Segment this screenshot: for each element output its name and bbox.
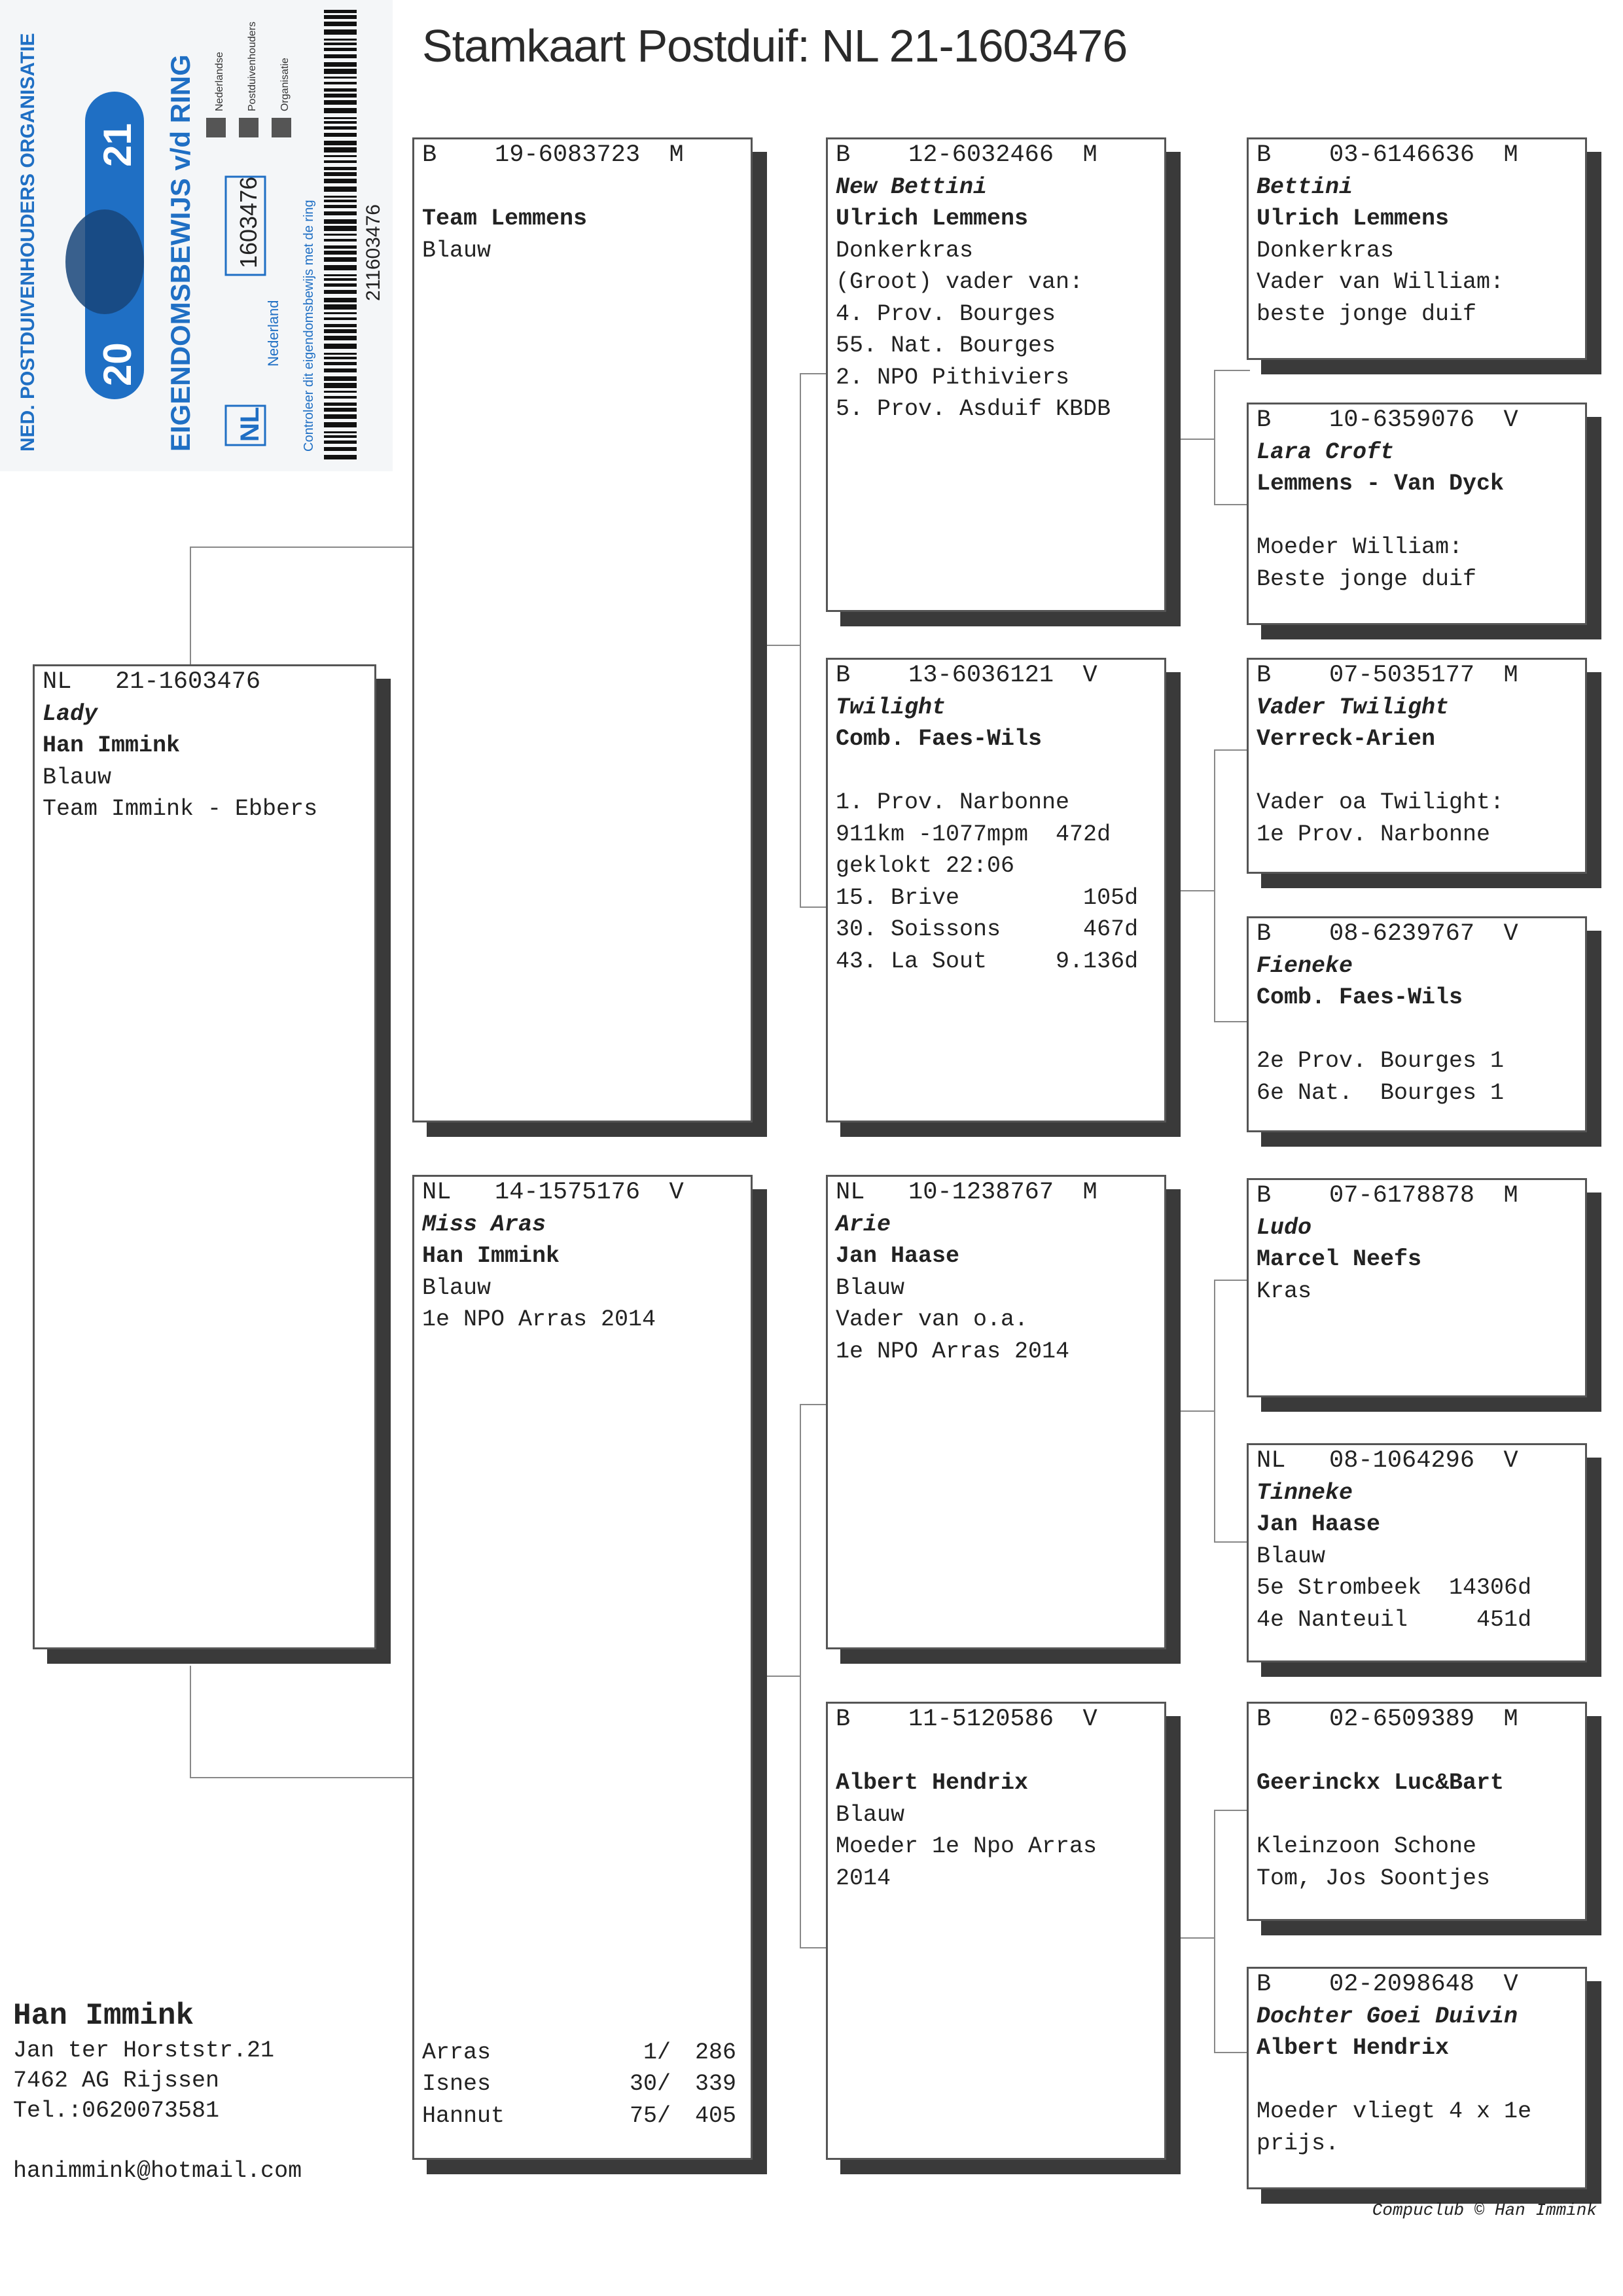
ring-number-line: NL 08-1064296 V bbox=[1257, 1447, 1518, 1475]
info-line: 1e NPO Arras 2014 bbox=[422, 1306, 656, 1333]
info-line: 1e NPO Arras 2014 bbox=[836, 1338, 1070, 1365]
info-line: 5e Strombeek 14306d bbox=[1257, 1575, 1532, 1601]
pigeon-name: Twilight bbox=[836, 694, 946, 721]
pigeon-name: Miss Aras bbox=[422, 1211, 546, 1238]
connector-line bbox=[800, 373, 827, 374]
pigeon-name: Lara Croft bbox=[1257, 439, 1395, 465]
info-line: Donkerkras bbox=[836, 237, 974, 264]
info-line: Team Immink - Ebbers bbox=[43, 796, 318, 822]
ring-number-line: B 02-6509389 M bbox=[1257, 1706, 1518, 1733]
race-name: Hannut bbox=[422, 2102, 505, 2129]
race-total: 405 bbox=[694, 2102, 736, 2129]
pigeon-card-grandparent bbox=[826, 1175, 1166, 1649]
pigeon-card-grandparent bbox=[826, 1702, 1166, 2160]
connector-line bbox=[190, 1666, 191, 1777]
connector-line bbox=[1214, 504, 1250, 505]
ring-number-line: B 19-6083723 M bbox=[422, 141, 684, 169]
info-line: Blauw bbox=[836, 1801, 905, 1828]
info-line: prijs. bbox=[1257, 2130, 1340, 2157]
info-line: (Groot) vader van: bbox=[836, 269, 1084, 295]
info-line: 55. Nat. Bourges bbox=[836, 332, 1056, 359]
connector-line bbox=[1178, 439, 1215, 440]
info-line: Vader oa Twilight: bbox=[1257, 789, 1505, 816]
ring-number-line: B 13-6036121 V bbox=[836, 662, 1097, 689]
info-line: 2e Prov. Bourges 1 bbox=[1257, 1048, 1505, 1074]
owner-name: Marcel Neefs bbox=[1257, 1246, 1422, 1272]
ring-number-line: B 12-6032466 M bbox=[836, 141, 1097, 169]
info-line: beste jonge duif bbox=[1257, 300, 1477, 327]
ring-number: 1603476 bbox=[235, 176, 262, 268]
connector-line bbox=[762, 645, 801, 646]
info-line: 6e Nat. Bourges 1 bbox=[1257, 1079, 1505, 1106]
ring-number-line: NL 21-1603476 bbox=[43, 668, 261, 696]
race-result-row bbox=[422, 2068, 736, 2100]
ring-number-line: B 10-6359076 V bbox=[1257, 406, 1518, 434]
connector-line bbox=[190, 1777, 412, 1778]
connector-line bbox=[800, 906, 827, 908]
connector-line bbox=[190, 547, 191, 668]
info-line bbox=[1257, 1736, 1577, 1768]
info-line: Kras bbox=[1257, 1278, 1312, 1304]
connector-line bbox=[1214, 1280, 1250, 1281]
svg-text:20: 20 bbox=[96, 342, 139, 386]
owner-name: Lemmens - Van Dyck bbox=[1257, 471, 1505, 497]
info-line: 1e Prov. Narbonne bbox=[1257, 821, 1491, 848]
pigeon-name: Arie bbox=[836, 1211, 891, 1238]
ring-number-line: B 03-6146636 M bbox=[1257, 141, 1518, 169]
info-line: Donkerkras bbox=[1257, 237, 1395, 264]
owner-name: Ulrich Lemmens bbox=[836, 206, 1029, 232]
race-place: 30/ bbox=[629, 2071, 671, 2097]
pigeon-card-great-grandparent bbox=[1247, 916, 1587, 1132]
pigeon-card-great-grandparent bbox=[1247, 1967, 1587, 2189]
connector-line bbox=[1178, 1410, 1215, 1412]
connector-line bbox=[1214, 749, 1250, 751]
connector-line bbox=[1214, 2052, 1250, 2053]
pigeon-card-subject bbox=[33, 664, 376, 1649]
pigeon-card-great-grandparent bbox=[1247, 1178, 1587, 1397]
ring-number-line: B 08-6239767 V bbox=[1257, 920, 1518, 948]
pigeon-card-great-grandparent bbox=[1247, 137, 1587, 360]
pigeon-name: Bettini bbox=[1257, 173, 1353, 200]
owner-name: Albert Hendrix bbox=[1257, 2035, 1450, 2061]
pigeon-name: Fieneke bbox=[1257, 952, 1353, 979]
owner-name: Ulrich Lemmens bbox=[1257, 206, 1450, 232]
info-line: Blauw bbox=[836, 1274, 905, 1301]
svg-text:21: 21 bbox=[96, 123, 139, 167]
owner-name: Comb. Faes-Wils bbox=[836, 726, 1043, 752]
pigeon-card-great-grandparent bbox=[1247, 658, 1587, 874]
pigeon-name: Tinneke bbox=[1257, 1479, 1353, 1506]
owner-name: Jan Haase bbox=[1257, 1511, 1381, 1537]
owner-name: Albert Hendrix bbox=[836, 1770, 1029, 1796]
footer-credit: Compuclub © Han Immink bbox=[1372, 2200, 1597, 2220]
pigeon-card-sire bbox=[412, 137, 753, 1122]
race-result-row bbox=[422, 2100, 736, 2132]
connector-line bbox=[800, 1404, 827, 1405]
owner-name: Geerinckx Luc&Bart bbox=[1257, 1770, 1505, 1796]
info-line: 43. La Sout 9.136d bbox=[836, 948, 1139, 975]
info-line: Moeder William: bbox=[1257, 534, 1463, 560]
info-line: 4e Nanteuil 451d bbox=[1257, 1606, 1532, 1633]
info-line bbox=[422, 171, 743, 204]
info-line: 15. Brive 105d bbox=[836, 884, 1139, 911]
info-line: 4. Prov. Bourges bbox=[836, 300, 1056, 327]
breeder-name: Han Immink bbox=[13, 1999, 194, 2033]
pigeon-card-great-grandparent bbox=[1247, 1443, 1587, 1662]
connector-line bbox=[1214, 370, 1250, 371]
breeder-info bbox=[13, 1996, 302, 2186]
svg-text:Postduivenhouders: Postduivenhouders bbox=[247, 22, 258, 111]
pigeon-card-grandparent bbox=[826, 658, 1166, 1122]
certificate-label: EIGENDOMSBEWIJS v/d RING bbox=[165, 54, 196, 452]
pigeon-name: Dochter Goei Duivin bbox=[1257, 2003, 1518, 2030]
connector-line bbox=[190, 547, 412, 548]
pigeon-card-great-grandparent bbox=[1247, 1702, 1587, 1921]
pigeon-card-great-grandparent bbox=[1247, 403, 1587, 625]
breeder-city: 7462 AG Rijssen bbox=[13, 2068, 220, 2094]
country-code: NL bbox=[236, 406, 264, 442]
info-line: Beste jonge duif bbox=[1257, 565, 1477, 592]
info-line bbox=[836, 755, 1156, 787]
owner-name: Han Immink bbox=[43, 732, 181, 759]
verify-text: Controleer dit eigendomsbewijs met de ring bbox=[302, 200, 316, 452]
pigeon-name: Lady bbox=[43, 700, 98, 727]
ring-ownership-certificate bbox=[0, 0, 393, 471]
info-line: Moeder 1e Npo Arras bbox=[836, 1833, 1097, 1859]
info-line bbox=[1257, 1799, 1577, 1831]
org-vertical-text: NED. POSTDUIVENHOUDERS ORGANISATIE bbox=[17, 33, 39, 452]
info-line: 2. NPO Pithiviers bbox=[836, 364, 1070, 391]
ring-number-line: NL 10-1238767 M bbox=[836, 1179, 1097, 1206]
pigeon-name: Ludo bbox=[1257, 1214, 1312, 1241]
page-title: Stamkaart Postduif: NL 21-1603476 bbox=[422, 20, 1128, 71]
race-results bbox=[422, 2037, 736, 2132]
race-total: 286 bbox=[694, 2039, 736, 2066]
connector-line bbox=[1214, 1810, 1250, 1811]
ring-number-line: B 07-5035177 M bbox=[1257, 662, 1518, 689]
connector-line bbox=[1178, 1937, 1215, 1939]
breeder-street: Jan ter Horststr.21 bbox=[13, 2037, 275, 2064]
connector-line bbox=[800, 645, 801, 906]
race-name: Arras bbox=[422, 2039, 491, 2066]
info-line: Vader van o.a. bbox=[836, 1306, 1029, 1333]
info-line: Blauw bbox=[43, 764, 112, 791]
owner-name: Verreck-Arien bbox=[1257, 726, 1436, 752]
race-place: 1/ bbox=[643, 2039, 671, 2066]
info-line bbox=[1257, 500, 1577, 532]
info-line: Vader van William: bbox=[1257, 269, 1505, 295]
connector-line bbox=[1214, 1541, 1250, 1543]
info-line bbox=[1257, 1014, 1577, 1046]
info-line: 30. Soissons 467d bbox=[836, 916, 1139, 942]
race-result-row bbox=[422, 2037, 736, 2069]
connector-line bbox=[1178, 890, 1215, 891]
ring-number-line: B 02-2098648 V bbox=[1257, 1971, 1518, 1998]
breeder-email: hanimmink@hotmail.com bbox=[13, 2158, 302, 2184]
info-line: Blauw bbox=[422, 1274, 491, 1301]
info-line: geklokt 22:06 bbox=[836, 853, 1015, 879]
info-line bbox=[1257, 755, 1577, 787]
pigeon-name: New Bettini bbox=[836, 173, 988, 200]
info-line: Kleinzoon Schone bbox=[1257, 1833, 1477, 1859]
info-line: 1. Prov. Narbonne bbox=[836, 789, 1070, 816]
owner-name: Han Immink bbox=[422, 1243, 560, 1269]
breeder-phone: Tel.:0620073581 bbox=[13, 2098, 220, 2124]
owner-name: Team Lemmens bbox=[422, 206, 588, 232]
info-line: 5. Prov. Asduif KBDB bbox=[836, 396, 1111, 422]
owner-name: Comb. Faes-Wils bbox=[1257, 984, 1463, 1011]
barcode bbox=[324, 10, 357, 459]
country-name: Nederland bbox=[265, 300, 281, 367]
info-line bbox=[1257, 2064, 1577, 2096]
connector-line bbox=[800, 1947, 827, 1948]
svg-text:Organisatie: Organisatie bbox=[279, 58, 291, 111]
connector-line bbox=[1214, 1810, 1215, 2052]
connector-line bbox=[1214, 370, 1215, 504]
connector-line bbox=[1214, 749, 1215, 1021]
pigeon-card-grandparent bbox=[826, 137, 1166, 612]
info-line bbox=[836, 1736, 1156, 1768]
race-total: 339 bbox=[694, 2071, 736, 2097]
connector-line bbox=[1214, 1021, 1250, 1022]
connector-line bbox=[762, 1676, 801, 1677]
pigeon-name: Vader Twilight bbox=[1257, 694, 1450, 721]
lion-emblem-icon bbox=[65, 209, 144, 314]
info-line: Moeder vliegt 4 x 1e bbox=[1257, 2098, 1532, 2125]
ring-number-line: NL 14-1575176 V bbox=[422, 1179, 684, 1206]
info-line: Tom, Jos Soontjes bbox=[1257, 1865, 1491, 1892]
race-name: Isnes bbox=[422, 2071, 491, 2097]
info-line: 2014 bbox=[836, 1865, 891, 1892]
race-place: 75/ bbox=[629, 2102, 671, 2129]
ring-number-line: B 11-5120586 V bbox=[836, 1706, 1097, 1733]
ring-number-line: B 07-6178878 M bbox=[1257, 1182, 1518, 1210]
svg-text:Nederlandse: Nederlandse bbox=[214, 52, 225, 111]
connector-line bbox=[800, 373, 801, 645]
barcode-number: 211603476 bbox=[363, 204, 384, 301]
pigeon-card-dam bbox=[412, 1175, 753, 2160]
info-line: 911km -1077mpm 472d bbox=[836, 821, 1111, 848]
info-line: Blauw bbox=[422, 237, 491, 264]
info-line: Blauw bbox=[1257, 1543, 1326, 1570]
owner-name: Jan Haase bbox=[836, 1243, 960, 1269]
